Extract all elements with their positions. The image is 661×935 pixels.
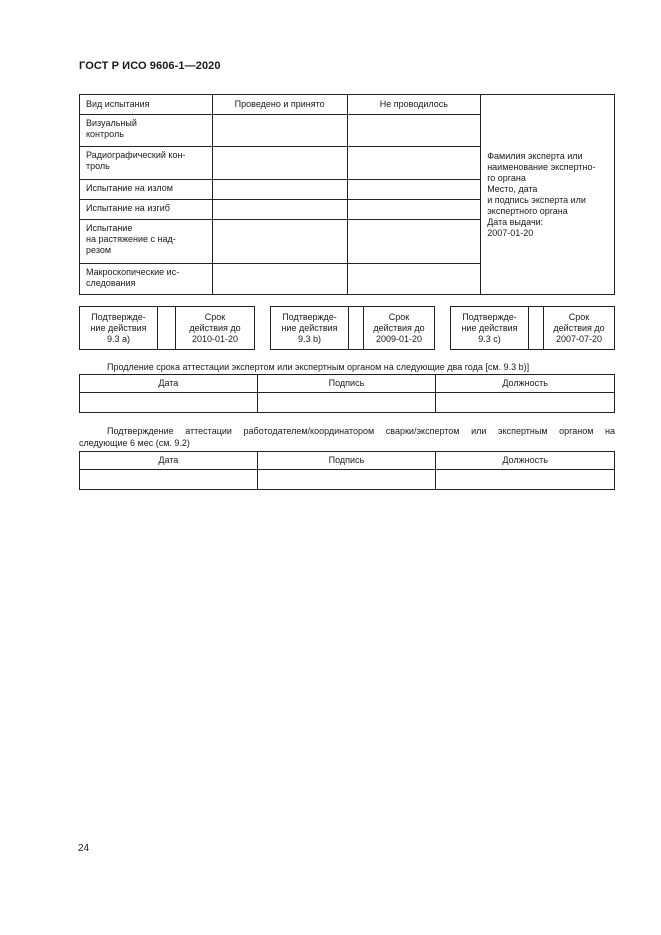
confirmation-box-a — [79, 306, 255, 350]
position-cell — [436, 393, 615, 413]
row-label-fracture: Испытание на излом — [80, 180, 213, 200]
cell-not-done — [347, 200, 481, 220]
employer-signature-table — [79, 451, 615, 490]
cell-not-done — [347, 220, 481, 264]
test-table — [79, 94, 615, 295]
page-number: 24 — [78, 843, 90, 854]
confirmation-box-c — [450, 306, 615, 350]
row-label-radiographic: Радиографический кон- троль — [80, 147, 213, 180]
header-date: Дата — [80, 452, 258, 470]
date-cell — [80, 393, 258, 413]
expert-info-cell: Фамилия эксперта или наименование экспертно- го органа Место, дата и подпись эксперта или экспертного органа Дата выдачи: 2007-01-20 — [481, 95, 615, 295]
cell-done — [212, 264, 347, 295]
confirmation-term: Срок действия до 2007-07-20 — [553, 311, 605, 344]
confirmation-box-b — [270, 306, 435, 350]
header-done-accepted: Проведено и принято — [212, 95, 347, 115]
row-label-macro: Макроскопические ис- следования — [80, 264, 213, 295]
confirmation-label: Подтвержде- ние действия 9.3 a) — [90, 311, 147, 344]
header-test-type: Вид испытания — [80, 95, 213, 115]
header-signature: Подпись — [257, 452, 436, 470]
cell-done — [212, 200, 347, 220]
position-cell — [436, 470, 615, 490]
date-cell — [80, 470, 258, 490]
row-label-tensile: Испытание на растяжение с над- резом — [80, 220, 213, 264]
cell-not-done — [347, 180, 481, 200]
confirmation-label: Подтвержде- ние действия 9.3 c) — [461, 311, 518, 344]
signature-cell — [257, 470, 436, 490]
header-signature: Подпись — [257, 375, 436, 393]
document-header: ГОСТ Р ИСО 9606-1—2020 — [79, 60, 221, 72]
extension-signature-table — [79, 374, 615, 413]
row-label-visual: Визуальный контроль — [80, 115, 213, 147]
header-not-done: Не проводилось — [347, 95, 481, 115]
row-label-bend: Испытание на изгиб — [80, 200, 213, 220]
cell-done — [212, 180, 347, 200]
confirmation-term: Срок действия до 2009-01-20 — [373, 311, 425, 344]
header-date: Дата — [80, 375, 258, 393]
cell-done — [212, 115, 347, 147]
confirmation-label: Подтвержде- ние действия 9.3 b) — [281, 311, 338, 344]
header-position: Должность — [436, 452, 615, 470]
cell-not-done — [347, 147, 481, 180]
confirmation-term: Срок действия до 2010-01-20 — [189, 311, 241, 344]
cell-done — [212, 147, 347, 180]
employer-confirmation-text-line2: следующие 6 мес (см. 9.2) — [79, 438, 190, 448]
employer-confirmation-text-line1: Подтверждение аттестации работодателем/координатором сварки/экспертом или экспертным органом на — [107, 426, 615, 436]
cell-done — [212, 220, 347, 264]
signature-cell — [257, 393, 436, 413]
header-position: Должность — [436, 375, 615, 393]
cell-not-done — [347, 115, 481, 147]
cell-not-done — [347, 264, 481, 295]
extension-text: Продление срока аттестации экспертом или экспертным органом на следующие два года [см. 9.3 b)] — [107, 362, 530, 372]
